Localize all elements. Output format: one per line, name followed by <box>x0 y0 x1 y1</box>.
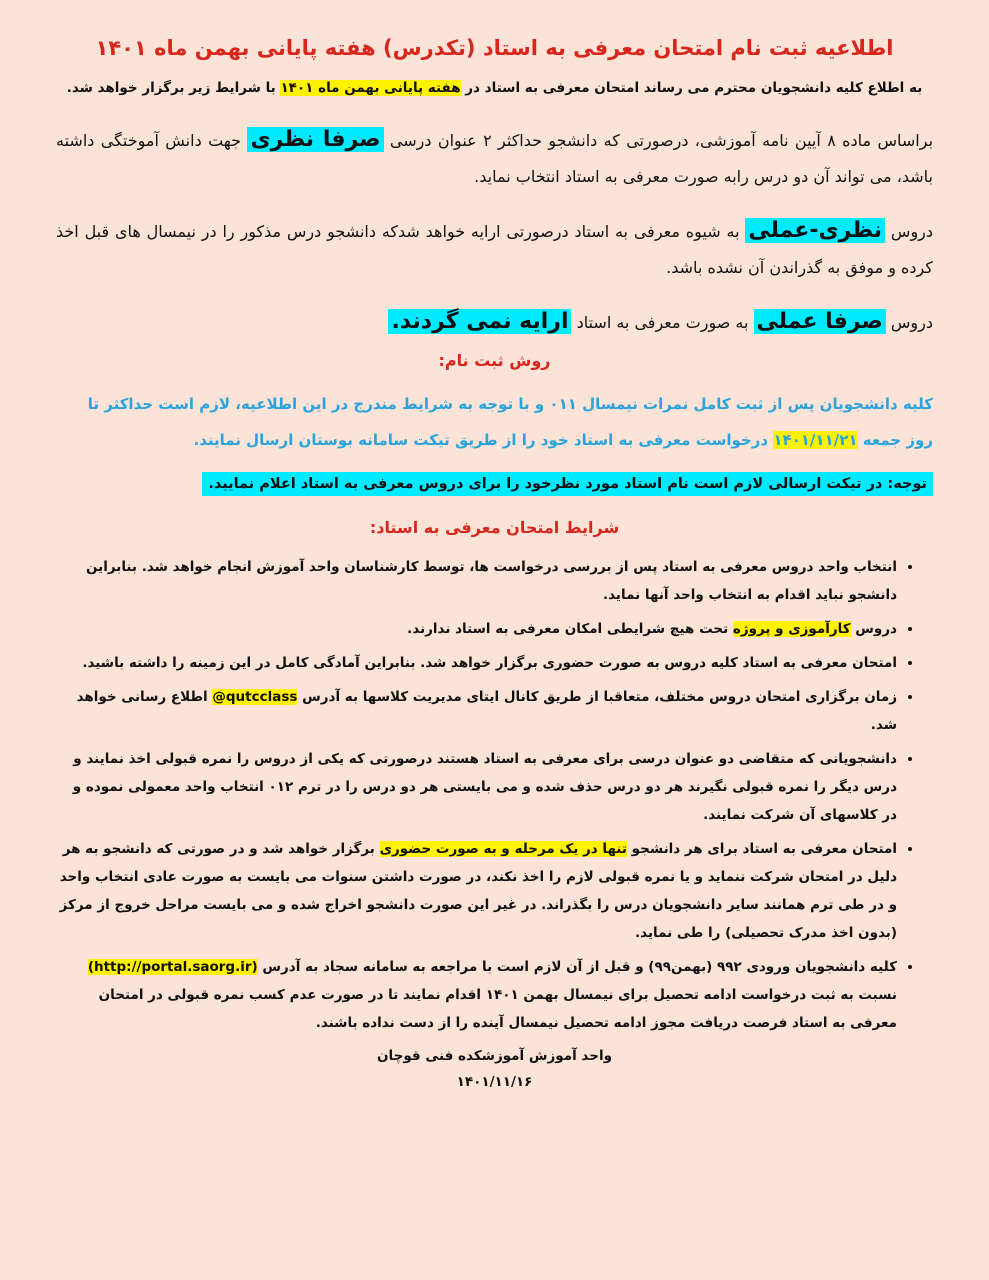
footer-office: واحد آموزش آموزشکده فنی قوچان <box>377 1048 612 1064</box>
conditions-heading: شرایط امتحان معرفی به استاد: <box>369 518 620 537</box>
intro-text <box>56 80 933 96</box>
condition-text-end: برگزار خواهد شد و در صورتی که دانشجو به هر دلیل در امتحان شرکت ننماید و یا نمره قبولی لازم را اخذ نکند، در صورت داشتن سنوات می بایست به صورت عادی انتخاب واحد و در طی ترم همانند سایر دانشجویان درس را بگذراند. در غیر این صورت دانشجو اخراج شده و می بایست مراحل خروج از مرکز (بدون اخذ مدرک تحصیلی) را طی نماید. <box>59 841 897 941</box>
channel-link[interactable]: @qutcclass <box>212 689 298 705</box>
condition-text: زمان برگزاری امتحان دروس مختلف، متعاقبا از طریق کانال ایتای مدیریت کلاسها به آدرس <box>302 689 897 705</box>
condition-item <box>56 553 897 609</box>
note-banner: توجه: در تیکت ارسالی لازم است نام استاد مورد نظرخود را برای دروس معرفی به استاد اعلام نمایید. <box>202 472 933 496</box>
condition-item <box>56 615 897 643</box>
condition-highlight: تنها در یک مرحله و به صورت حضوری <box>379 841 627 857</box>
intro-highlight: هفته پایانی بهمن ماه ۱۴۰۱ <box>280 80 461 96</box>
condition-text-end: اطلاع رسانی خواهد شد. <box>76 689 897 733</box>
registration-text1: کلیه دانشجویان پس از ثبت کامل نمرات نیمسال ۰۱۱ و با توجه به شرایط مندرج در این اطلاعیه، لازم است حداکثر تا روز جمعه <box>87 395 933 449</box>
para2-part2: به شیوه معرفی به استاد درصورتی ارایه خواهد شدکه دانشجو درس مذکور را در نیمسال های قبل اخذ کرده و موفق به گذراندن آن نشده باشد. <box>56 222 933 277</box>
para3-part2: به صورت معرفی به استاد <box>576 313 749 332</box>
registration-heading: روش ثبت نام: <box>438 351 551 370</box>
footer-date: ۱۴۰۱/۱۱/۱۶ <box>456 1074 533 1090</box>
portal-link[interactable]: (http://portal.saorg.ir) <box>87 959 258 975</box>
paragraph-theoretical <box>56 122 933 195</box>
condition-text: انتخاب واحد دروس معرفی به استاد پس از بررسی درخواست ها، توسط کارشناسان واحد آموزش انجام خواهد شد. بنابراین دانشجو نباید اقدام به انتخاب واحد آنها نماید. <box>86 559 897 603</box>
footer <box>56 1043 933 1095</box>
condition-text-end: تحت هیچ شرایطی امکان معرفی به استاد ندارند. <box>407 621 729 637</box>
registration-text <box>56 386 933 458</box>
para1-part2: جهت دانش آموختگی داشته باشد، می تواند آن دو درس رابه صورت معرفی به استاد انتخاب نماید. <box>56 131 933 186</box>
condition-text: دانشجویانی که متقاضی دو عنوان درسی برای معرفی به استاد هستند درصورتی که یکی از دروس را نمره قبولی اخذ نمایند و درس دیگر را نمره قبولی نگیرند هر دو درس حذف شده و می بایستی هر دو درس را در ترم ۰۱۲ انتخاب واحد معمولی نموده و در کلاسهای آن شرکت نمایند. <box>72 751 897 823</box>
registration-date: ۱۴۰۱/۱۱/۲۱ <box>773 431 858 449</box>
intro-part1: به اطلاع کلیه دانشجویان محترم می رساند امتحان معرفی به استاد در <box>465 80 923 96</box>
intro-part2: با شرایط زیر برگزار خواهد شد. <box>66 80 276 96</box>
para2-part1: دروس <box>890 222 934 241</box>
condition-item <box>56 745 897 829</box>
para1-highlight: صرفا نظری <box>247 127 383 152</box>
para3-part1: دروس <box>890 313 933 332</box>
para1-part1: براساس ماده ۸ آیین نامه آموزشی، درصورتی که دانشجو حداکثر ۲ عنوان درسی <box>389 131 934 150</box>
condition-text: امتحان معرفی به استاد کلیه دروس به صورت حضوری برگزار خواهد شد. بنابراین آمادگی کامل در این زمینه را داشته باشید. <box>82 655 897 671</box>
para2-highlight: نظری-عملی <box>745 218 885 243</box>
condition-item <box>56 683 897 739</box>
paragraph-theory-practical <box>56 213 933 286</box>
para3-highlight1: صرفا عملی <box>754 309 886 334</box>
condition-highlight: کارآموزی و پروژه <box>732 621 851 637</box>
condition-item <box>56 953 897 1037</box>
paragraph-practical <box>56 304 933 341</box>
para3-highlight2: ارایه نمی گردند. <box>388 309 571 334</box>
condition-text-end: نسبت به ثبت درخواست ادامه تحصیل برای نیمسال بهمن ۱۴۰۱ اقدام نمایند تا در صورت عدم کسب نمره قبولی در امتحان معرفی به استاد فرصت دریافت مجوز ادامه تحصیل نیمسال آینده را از دست نداده باشند. <box>98 987 897 1031</box>
condition-text: امتحان معرفی به استاد برای هر دانشجو <box>631 841 897 857</box>
condition-text: دروس <box>855 621 897 637</box>
conditions-list <box>56 553 933 1037</box>
condition-item <box>56 649 897 677</box>
condition-text: کلیه دانشجویان ورودی ۹۹۲ (بهمن۹۹) و قبل از آن لازم است با مراجعه به سامانه سجاد به آدرس <box>262 959 897 975</box>
page-title: اطلاعیه ثبت نام امتحان معرفی به استاد (تکدرس) هفته پایانی بهمن ماه ۱۴۰۱ <box>95 36 894 60</box>
condition-item <box>56 835 897 947</box>
registration-text2: درخواست معرفی به استاد خود را از طریق تیکت سامانه بوستان ارسال نمایند. <box>193 431 769 449</box>
